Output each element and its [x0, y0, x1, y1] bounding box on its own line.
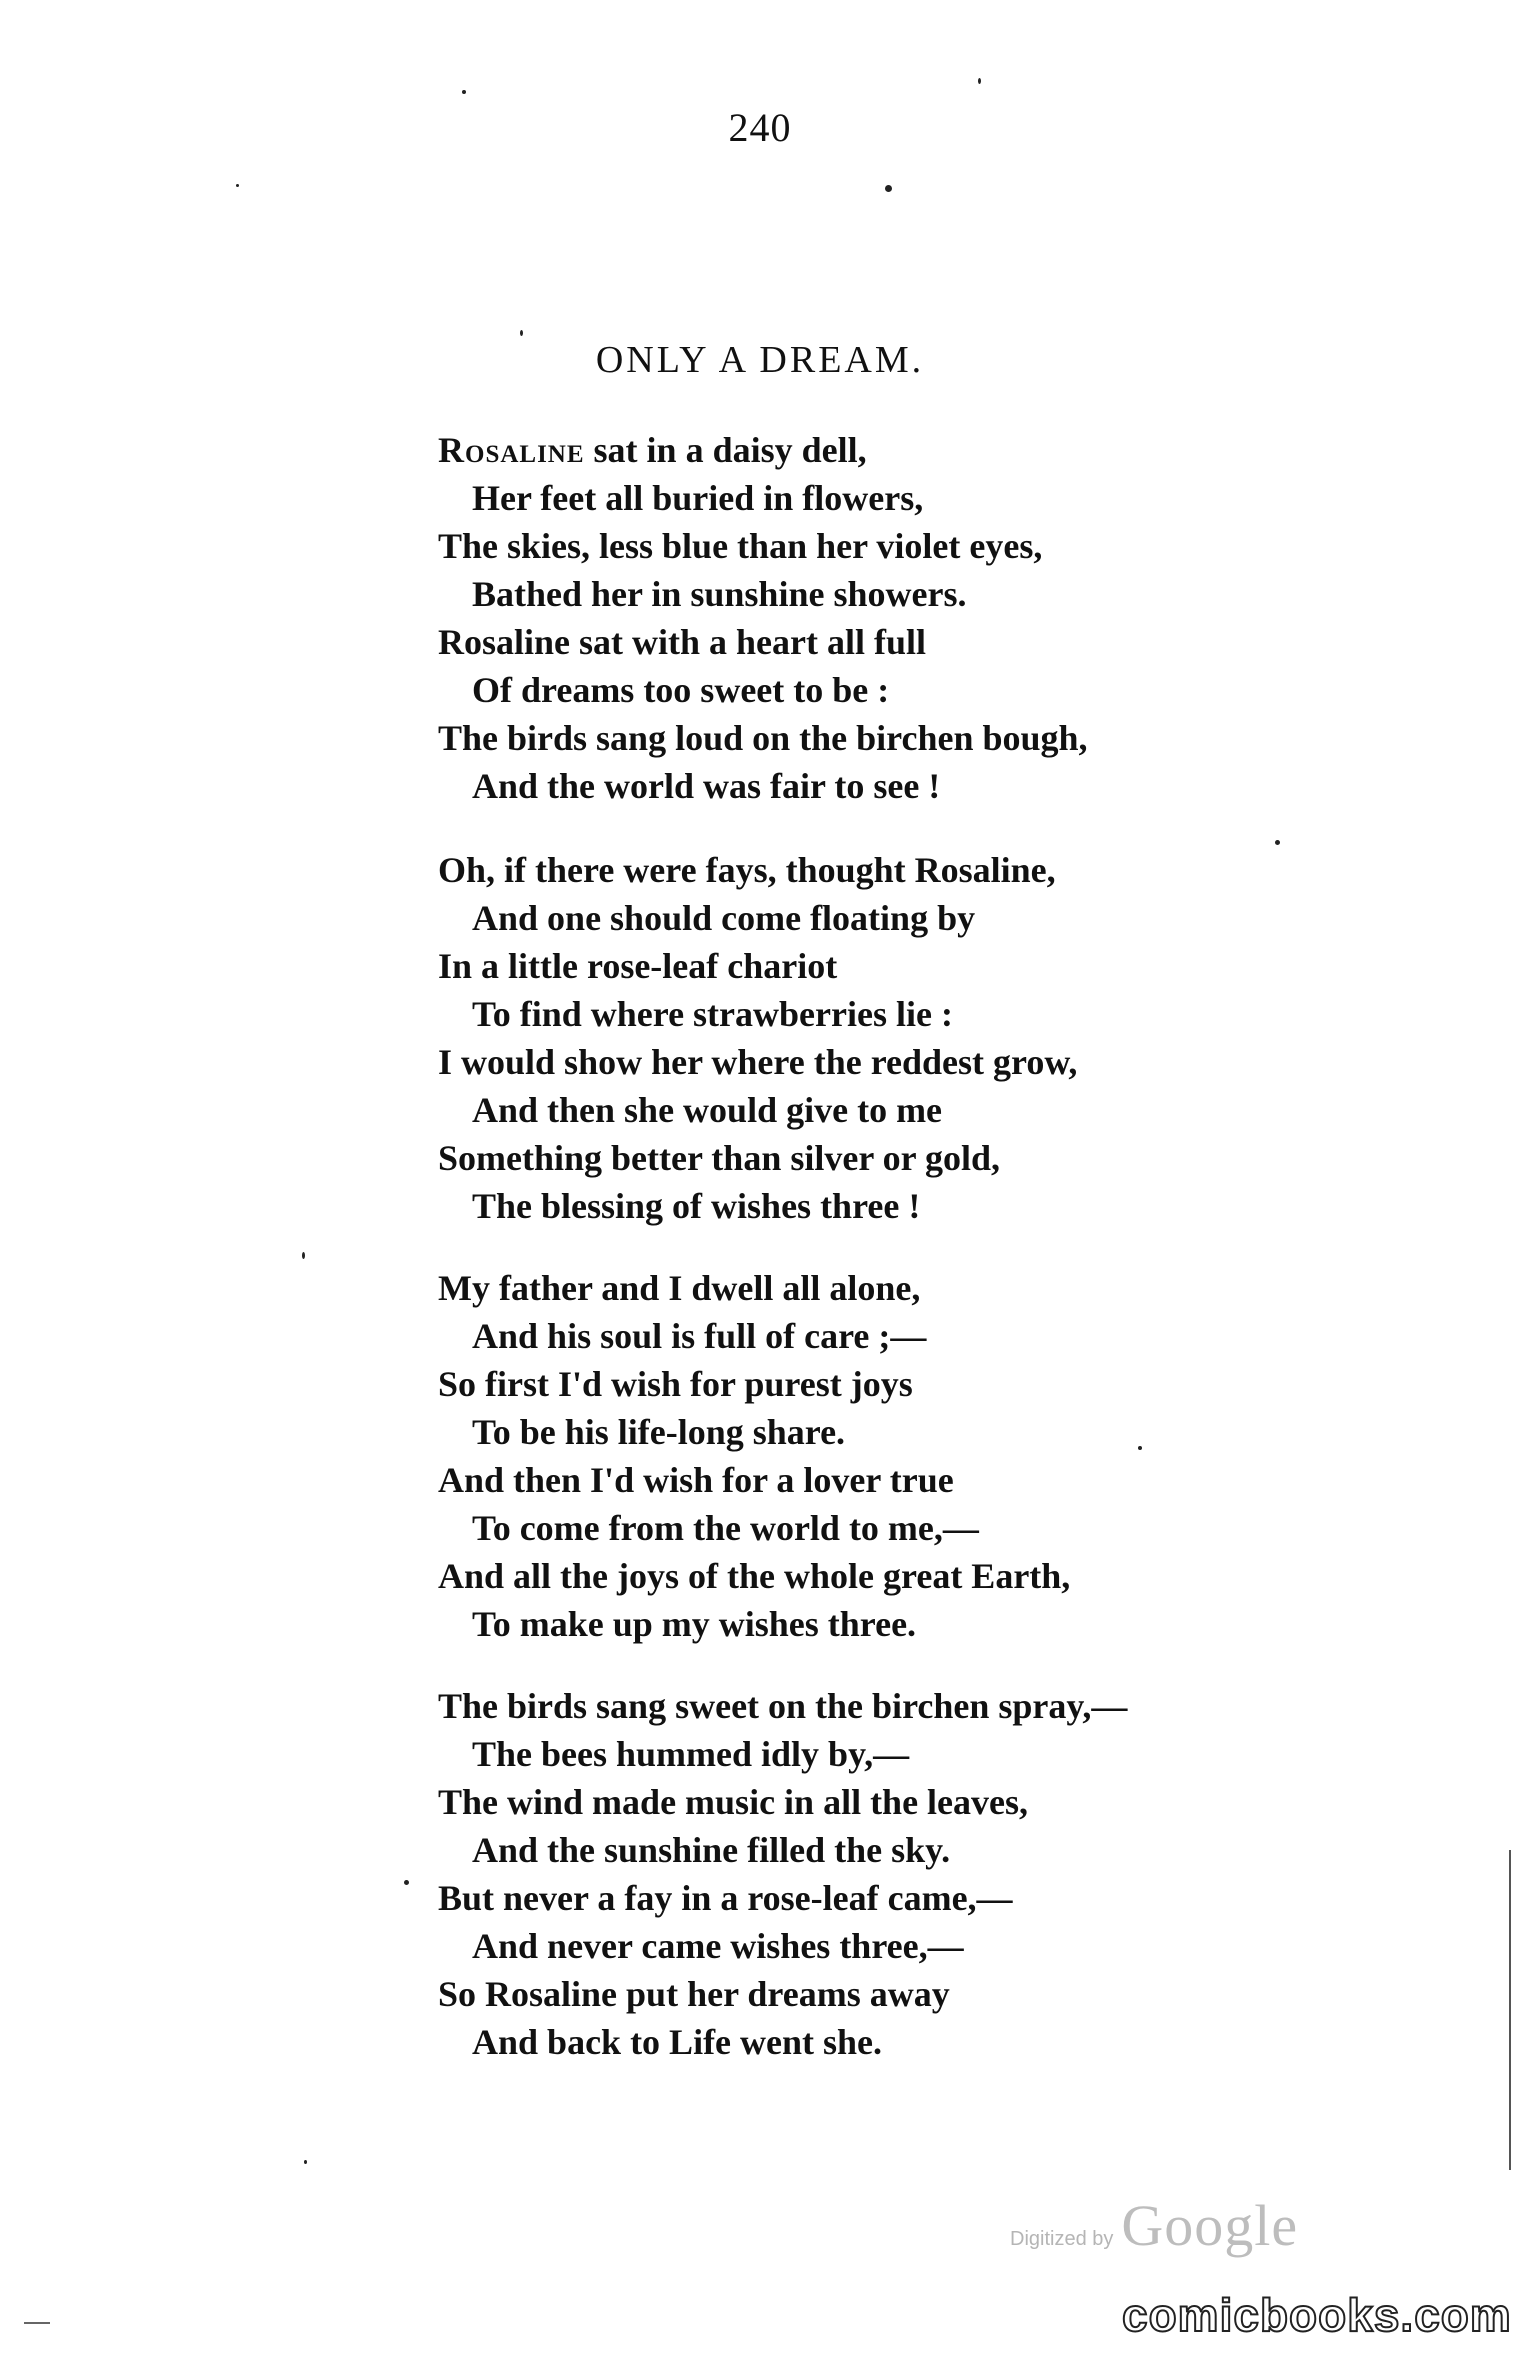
poem-line-text: sat in a daisy dell,: [593, 430, 867, 470]
poem-line: And the world was fair to see !: [472, 766, 941, 806]
scan-speck: [1275, 840, 1280, 845]
scan-speck: [304, 2160, 307, 2164]
scan-speck: [462, 90, 466, 94]
poem-line: Bathed her in sunshine showers.: [472, 574, 967, 614]
poem-line: To make up my wishes three.: [472, 1604, 917, 1644]
poem-line: And one should come floating by: [472, 898, 976, 938]
poem-line: In a little rose-leaf chariot: [438, 946, 838, 986]
poem-line: So Rosaline put her dreams away: [438, 1974, 950, 2014]
poem-line: The wind made music in all the leaves,: [438, 1782, 1029, 1822]
poem-line: Rosaline sat with a heart all full: [438, 622, 927, 662]
margin-dash: [24, 2322, 50, 2324]
scan-speck: [404, 1880, 409, 1885]
poem-line: Oh, if there were fays, thought Rosaline,: [438, 850, 1056, 890]
poem-line: And back to Life went she.: [472, 2022, 883, 2062]
scan-speck: [1138, 1446, 1142, 1450]
poem-first-word: Rosaline: [438, 430, 585, 470]
poem-title: ONLY A DREAM.: [595, 339, 925, 381]
scan-speck: [520, 330, 523, 336]
poem-line: The bees hummed idly by,—: [472, 1734, 910, 1774]
watermark-prefix: Digitized by: [1010, 2228, 1114, 2250]
stanza-3: [438, 1264, 1258, 1648]
poem-line: So first I'd wish for purest joys: [438, 1364, 913, 1404]
google-logo: Google: [1121, 2193, 1299, 2258]
poem-line: [438, 426, 1258, 474]
page-number: 240: [728, 105, 792, 150]
stanza-1: [438, 426, 1258, 810]
scan-speck: [978, 78, 981, 84]
scan-speck: [885, 185, 892, 192]
poem-line: But never a fay in a rose-leaf came,—: [438, 1878, 1013, 1918]
poem-line: Of dreams too sweet to be :: [472, 670, 890, 710]
poem-line: And then I'd wish for a lover true: [438, 1460, 954, 1500]
poem-line: To find where strawberries lie :: [472, 994, 953, 1034]
poem-line: The blessing of wishes three !: [472, 1186, 921, 1226]
poem-line: Her feet all buried in flowers,: [472, 478, 924, 518]
poem-line: And his soul is full of care ;—: [472, 1316, 927, 1356]
poem-line: To be his life-long share.: [472, 1412, 846, 1452]
page-edge-line: [1509, 1850, 1511, 2170]
poem-line: My father and I dwell all alone,: [438, 1268, 921, 1308]
poem-line: The birds sang loud on the birchen bough,: [438, 718, 1088, 758]
google-watermark: [1010, 2192, 1298, 2259]
poem-line: And never came wishes three,—: [472, 1926, 964, 1966]
stanza-2: [438, 846, 1258, 1230]
site-watermark: comicbooks.com: [1122, 2289, 1512, 2341]
poem-line: And then she would give to me: [472, 1090, 943, 1130]
poem-line: I would show her where the reddest grow,: [438, 1042, 1078, 1082]
poem-line: Something better than silver or gold,: [438, 1138, 1001, 1178]
stanza-4: [438, 1682, 1258, 2066]
scan-speck: [302, 1252, 305, 1259]
poem-line: And the sunshine filled the sky.: [472, 1830, 951, 1870]
poem-line: The skies, less blue than her violet eyes,: [438, 526, 1043, 566]
poem-line: And all the joys of the whole great Earth,: [438, 1556, 1071, 1596]
scan-speck: [236, 184, 239, 187]
poem-line: To come from the world to me,—: [472, 1508, 979, 1548]
poem-line: The birds sang sweet on the birchen spray,—: [438, 1686, 1128, 1726]
